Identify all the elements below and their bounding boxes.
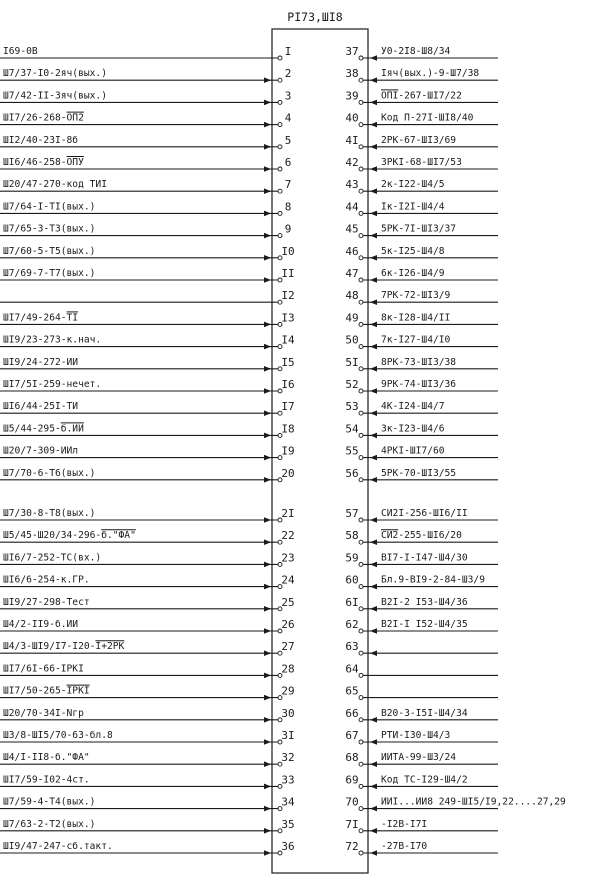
pin-number: 6I [345, 595, 359, 609]
pin-number: 36 [281, 840, 295, 853]
arrow-icon [264, 517, 271, 523]
signal-label: Ш20/47-270-код ТИI [3, 179, 107, 191]
pin-terminal [359, 518, 363, 522]
signal-label: РТИ-I30-Ш4/3 [381, 730, 451, 741]
pin-terminal [359, 278, 363, 282]
signal-label: ШI9/23-273-к.нач. [3, 334, 102, 346]
pin-number: 60 [345, 573, 359, 587]
pin-number: 35 [281, 817, 295, 831]
pin-number: 3 [284, 89, 292, 103]
arrow-icon [370, 233, 377, 239]
left-pin-row [0, 574, 295, 590]
left-pin-row [0, 89, 291, 105]
pin-terminal [359, 145, 363, 149]
pin-terminal [359, 478, 363, 482]
arrow-icon [264, 388, 271, 394]
signal-label: Ш20/7-309-ИИл [3, 445, 79, 457]
arrow-icon [264, 761, 271, 767]
arrow-icon [264, 277, 271, 283]
pin-number: I [284, 45, 292, 58]
arrow-icon [370, 517, 377, 523]
signal-label: ИИI...ИИ8 249-ШI5/I9,22....27,29 [381, 796, 566, 808]
pin-number: 32 [281, 751, 295, 765]
pin-terminal [359, 345, 363, 349]
left-pin-row [0, 422, 295, 438]
pin-number: 49 [345, 311, 359, 325]
pin-terminal [278, 189, 282, 193]
left-pin-row [0, 729, 295, 745]
pin-number: 58 [345, 529, 359, 543]
signal-label: ШI7/50-265-IРКI [3, 685, 90, 697]
pin-terminal [359, 562, 363, 566]
pin-number: 54 [345, 422, 359, 436]
pin-number: 23 [281, 551, 295, 565]
signal-label: 5к-I25-Ш4/8 [381, 245, 445, 257]
pin-terminal [359, 256, 363, 260]
signal-label: 5РК-70-ШI3/55 [381, 467, 457, 479]
pin-number: 70 [345, 795, 359, 809]
arrow-icon [370, 100, 377, 106]
pin-number: 69 [345, 773, 359, 787]
pin-number: 7 [284, 178, 292, 192]
signal-label: Ш4/I-II8-б."ФА" [3, 752, 90, 764]
pin-number: 2I [281, 507, 295, 520]
pin-terminal [359, 300, 363, 304]
arrow-icon [370, 366, 377, 372]
pin-number: 9 [284, 222, 292, 236]
pin-terminal [359, 629, 363, 633]
pin-terminal [278, 56, 282, 60]
arrow-icon [264, 477, 271, 483]
arrow-icon [370, 211, 377, 217]
pin-number: I7 [281, 400, 295, 414]
pin-terminal [359, 411, 363, 415]
signal-label: Бл.9-BI9-2-84-Ш3/9 [381, 574, 485, 586]
arrow-icon [370, 562, 377, 568]
pin-number: 67 [345, 729, 359, 742]
pin-terminal [359, 762, 363, 766]
pin-number: 30 [281, 706, 295, 720]
signal-label: ОПI-267-ШI7/22 [381, 90, 462, 102]
pin-number: I6 [281, 378, 295, 391]
pin-terminal [278, 145, 282, 149]
signal-label: I69-0B [3, 46, 38, 57]
arrow-icon [370, 55, 377, 61]
arrow-icon [264, 188, 271, 194]
signal-label: ШI6/46-258-ОПУ [3, 157, 84, 168]
arrow-icon [264, 628, 271, 634]
pin-number: 63 [345, 640, 359, 654]
signal-label: Ш5/44-295-б.ИИ [3, 423, 84, 435]
signal-label: ШI9/24-272-ИИ [3, 356, 79, 368]
signal-label: 9РК-74-ШI3/36 [381, 379, 457, 390]
arrow-icon [370, 761, 377, 767]
left-pin-row [0, 200, 291, 216]
pin-terminal [359, 829, 363, 833]
pin-number: 39 [345, 89, 359, 103]
signal-label: 2РК-67-ШI3/69 [381, 134, 457, 146]
arrow-icon [264, 695, 271, 701]
signal-label: ШI6/7-252-ТС(вх.) [3, 552, 102, 564]
pin-number: 26 [281, 618, 295, 631]
pin-terminal [359, 784, 363, 788]
arrow-icon [370, 144, 377, 150]
signal-label: B2I-2 I53-Ш4/36 [381, 596, 468, 608]
arrow-icon [370, 628, 377, 634]
left-pin-row [0, 818, 295, 834]
signal-label: Ш4/2-II9-б.ИИ [3, 619, 79, 630]
arrow-icon [370, 828, 377, 834]
left-pin-row [0, 551, 295, 567]
pin-terminal [359, 322, 363, 326]
pin-number: 33 [281, 773, 295, 787]
left-pin-row [0, 640, 295, 656]
pin-number: 53 [345, 400, 359, 414]
signal-label: Ш20/70-34I-Nгр [3, 707, 84, 719]
pin-number: I9 [281, 444, 295, 458]
arrow-icon [370, 584, 377, 590]
arrow-icon [264, 322, 271, 328]
arrow-icon [370, 122, 377, 128]
left-pin-row [0, 529, 295, 545]
pin-terminal [278, 100, 282, 104]
arrow-icon [370, 539, 377, 545]
connector-title: PI73,ШI8 [287, 10, 343, 24]
arrow-icon [264, 255, 271, 261]
pin-number: I4 [281, 333, 295, 347]
pin-number: 29 [281, 684, 295, 698]
left-pin-row [0, 334, 295, 350]
signal-label: B20-3-I5I-Ш4/34 [381, 707, 468, 719]
pin-terminal [359, 167, 363, 171]
pin-number: 6 [284, 156, 292, 169]
signal-label: Ш3/8-ШI5/70-63-бл.8 [3, 730, 113, 741]
signal-label: 7к-I27-Ш4/I0 [381, 334, 451, 346]
arrow-icon [264, 211, 271, 217]
pin-terminal [278, 211, 282, 215]
pin-number: 72 [345, 840, 359, 853]
left-pin-row [0, 67, 291, 83]
pin-number: 24 [281, 573, 295, 587]
pin-number: 68 [345, 751, 359, 765]
arrow-icon [264, 455, 271, 461]
signal-label: BI7-I-I47-Ш4/30 [381, 552, 468, 564]
pin-number: 46 [345, 244, 359, 258]
arrow-icon [370, 784, 377, 790]
pin-terminal [359, 367, 363, 371]
pin-number: 5I [345, 355, 359, 369]
arrow-icon [264, 410, 271, 416]
signal-label: Ш7/64-I-TI(вых.) [3, 201, 96, 213]
signal-label: ШI2/40-23I-8б [3, 134, 79, 146]
signal-label: 5РК-7I-ШI3/37 [381, 223, 457, 235]
signal-label: 8РК-73-ШI3/38 [381, 356, 457, 368]
pin-number: 7I [345, 817, 359, 831]
pin-terminal [359, 211, 363, 215]
signal-label: B2I-I I52-Ш4/35 [381, 619, 468, 630]
pin-number: 34 [281, 795, 295, 809]
pin-number: 8 [284, 200, 292, 214]
pin-terminal [359, 540, 363, 544]
signal-label: Ш7/60-5-T5(вых.) [3, 245, 96, 257]
left-pin-row [0, 356, 295, 372]
arrow-icon [370, 850, 377, 856]
signal-label: 4РКI-ШI7/60 [381, 445, 445, 457]
pin-number: 2 [284, 67, 292, 81]
pin-number: 62 [345, 618, 359, 631]
signal-label: Код П-27I-ШI8/40 [381, 112, 474, 124]
signal-label: Ш7/30-8-T8(вых.) [3, 508, 96, 519]
left-pin-row [0, 289, 295, 304]
arrow-icon [264, 828, 271, 834]
signal-label: 3РКI-68-ШI7/53 [381, 157, 462, 168]
arrow-icon [370, 166, 377, 172]
pin-terminal [359, 433, 363, 437]
pin-number: 56 [345, 466, 359, 480]
left-pin-row [0, 596, 295, 612]
signal-label: СИ2I-256-ШI6/II [381, 508, 468, 519]
pin-terminal [359, 389, 363, 393]
left-pin-row [0, 618, 295, 634]
arrow-icon [264, 366, 271, 372]
pin-terminal [359, 696, 363, 700]
pin-number: 64 [345, 662, 359, 676]
pin-terminal [359, 78, 363, 82]
pin-number: I8 [281, 422, 295, 436]
pin-terminal [359, 607, 363, 611]
pin-terminal [278, 167, 282, 171]
pin-number: I0 [281, 244, 295, 258]
pin-number: 27 [281, 640, 295, 654]
pin-number: 55 [345, 444, 359, 458]
signal-label: ШI6/44-25I-ТИ [3, 401, 79, 413]
left-pin-row [0, 685, 295, 701]
pin-number: 66 [345, 706, 359, 720]
arrow-icon [264, 122, 271, 128]
signal-label: Ш5/45-Ш20/34-296-б."ФА" [3, 530, 136, 542]
signal-label: 3к-I23-Ш4/6 [381, 423, 445, 435]
arrow-icon [264, 850, 271, 856]
left-pin-row [0, 400, 295, 416]
arrow-icon [370, 77, 377, 83]
signal-label: Ш7/69-7-T7(вых.) [3, 268, 96, 279]
pin-number: 65 [345, 684, 359, 698]
arrow-icon [264, 562, 271, 568]
arrow-icon [370, 188, 377, 194]
arrow-icon [370, 606, 377, 612]
arrow-icon [264, 344, 271, 350]
signal-label: -I2B-I7I [381, 818, 428, 830]
arrow-icon [370, 455, 377, 461]
left-pin-row [0, 134, 291, 150]
pin-terminal [359, 456, 363, 460]
signal-label: ШI7/26-268-ОП2 [3, 112, 84, 124]
pin-number: 43 [345, 178, 359, 192]
pin-number: I5 [281, 355, 295, 369]
pin-terminal [278, 234, 282, 238]
signal-label: 7РК-72-ШI3/9 [381, 290, 451, 302]
pin-number: 59 [345, 551, 359, 565]
arrow-icon [370, 299, 377, 305]
pin-number: 28 [281, 662, 295, 676]
pin-number: 44 [345, 200, 359, 214]
signal-label: СИ2-255-ШI6/20 [381, 530, 462, 542]
pin-number: 37 [345, 45, 359, 58]
pin-number: 4I [345, 133, 359, 147]
signal-label: ШI7/6I-66-IРКI [3, 663, 84, 675]
signal-label: ШI7/49-264-TI [3, 312, 79, 324]
signal-label: Ш7/59-4-T4(вых.) [3, 796, 96, 808]
arrow-icon [264, 539, 271, 545]
left-pin-row [0, 507, 295, 523]
signal-label: У0-2I8-Ш8/34 [381, 46, 451, 57]
arrow-icon [264, 433, 271, 439]
pin-number: 40 [345, 111, 359, 125]
arrow-icon [264, 806, 271, 812]
arrow-icon [370, 477, 377, 483]
pin-terminal [359, 718, 363, 722]
left-pin-row [0, 112, 292, 128]
signal-label: Ш7/42-II-3яч(вых.) [3, 90, 107, 102]
pin-number: 52 [345, 378, 359, 391]
left-pin-row [0, 156, 291, 172]
arrow-icon [264, 100, 271, 106]
left-pin-row [0, 311, 295, 327]
arrow-icon [264, 166, 271, 172]
left-pin-row [0, 773, 295, 789]
left-pin-row [0, 45, 291, 60]
signal-label: ШI7/59-I02-4ст. [3, 774, 90, 786]
pin-number: 5 [284, 133, 292, 147]
arrow-icon [370, 255, 377, 261]
right-pin-rows [345, 45, 566, 856]
pin-terminal [359, 189, 363, 193]
pin-terminal [278, 78, 282, 82]
arrow-icon [264, 233, 271, 239]
pin-terminal [359, 585, 363, 589]
arrow-icon [264, 717, 271, 723]
signal-label: Ш7/70-6-T6(вых.) [3, 467, 96, 479]
signal-label: ШI9/27-298-Тест [3, 596, 90, 608]
arrow-icon [264, 144, 271, 150]
left-pin-row [0, 223, 291, 239]
arrow-icon [370, 806, 377, 812]
left-pin-row [0, 178, 291, 194]
pin-number: 48 [345, 289, 359, 303]
pin-number: I3 [281, 311, 295, 325]
arrow-icon [264, 673, 271, 679]
pin-terminal [359, 740, 363, 744]
pin-number: II [281, 267, 295, 280]
left-pin-rows [0, 45, 295, 856]
left-pin-row [0, 467, 295, 483]
pin-number: I2 [281, 289, 295, 303]
signal-label: Код ТС-I29-Ш4/2 [381, 774, 468, 786]
left-pin-row [0, 245, 295, 261]
pin-number: 45 [345, 222, 359, 236]
pin-number: 3I [281, 729, 295, 742]
pin-number: 20 [281, 466, 295, 480]
pin-number: 4 [284, 111, 292, 125]
pin-number: 22 [281, 529, 295, 543]
signal-label: 8к-I28-Ш4/II [381, 312, 451, 324]
left-pin-row [0, 378, 295, 394]
arrow-icon [370, 410, 377, 416]
arrow-icon [264, 739, 271, 745]
signal-label: ИИТА-99-Ш3/24 [381, 752, 457, 764]
left-pin-row [0, 840, 295, 856]
signal-label: ШI6/6-254-к.ГР. [3, 574, 90, 586]
left-pin-row [0, 751, 295, 767]
left-pin-row [0, 445, 295, 461]
arrow-icon [264, 584, 271, 590]
pin-number: 25 [281, 595, 295, 609]
signal-label: Ш4/3-ШI9/I7-I20-I+2РК [3, 641, 125, 653]
arrow-icon [370, 322, 377, 328]
arrow-icon [264, 77, 271, 83]
signal-label: Ш7/63-2-T2(вых.) [3, 818, 96, 830]
pin-terminal [278, 123, 282, 127]
signal-label: 2к-I22-Ш4/5 [381, 179, 445, 191]
left-pin-row [0, 662, 295, 678]
arrow-icon [264, 650, 271, 656]
signal-label: Iк-I2I-Ш4/4 [381, 201, 445, 213]
pin-terminal [359, 807, 363, 811]
pin-terminal [359, 651, 363, 655]
arrow-icon [370, 388, 377, 394]
signal-label: -27B-I70 [381, 841, 428, 852]
pin-terminal [359, 851, 363, 855]
arrow-icon [370, 344, 377, 350]
pin-number: 57 [345, 507, 359, 520]
arrow-icon [370, 650, 377, 656]
arrow-icon [264, 784, 271, 790]
pin-terminal [359, 234, 363, 238]
pin-terminal [359, 123, 363, 127]
pin-number: 50 [345, 333, 359, 347]
arrow-icon [370, 277, 377, 283]
signal-label: Ш7/37-I0-2яч(вых.) [3, 68, 107, 80]
signal-label: ШI7/5I-259-нечет. [3, 379, 102, 390]
arrow-icon [370, 717, 377, 723]
right-pin-row [345, 796, 566, 812]
pin-number: 38 [345, 67, 359, 81]
left-pin-row [0, 707, 295, 723]
pin-terminal [359, 100, 363, 104]
pin-number: 47 [345, 267, 359, 280]
signal-label: Ш7/65-3-T3(вых.) [3, 223, 96, 235]
signal-label: Iяч(вых.)-9-Ш7/38 [381, 68, 480, 80]
signal-label: 4К-I24-Ш4/7 [381, 401, 445, 413]
signal-label: 6к-I26-Ш4/9 [381, 268, 445, 279]
arrow-icon [264, 606, 271, 612]
left-pin-row [0, 267, 295, 283]
pin-number: 42 [345, 156, 359, 169]
pin-terminal [359, 56, 363, 60]
signal-label: ШI9/47-247-сб.такт. [3, 841, 113, 852]
arrow-icon [370, 739, 377, 745]
left-pin-row [0, 796, 295, 812]
pin-terminal [359, 673, 363, 677]
arrow-icon [370, 433, 377, 439]
